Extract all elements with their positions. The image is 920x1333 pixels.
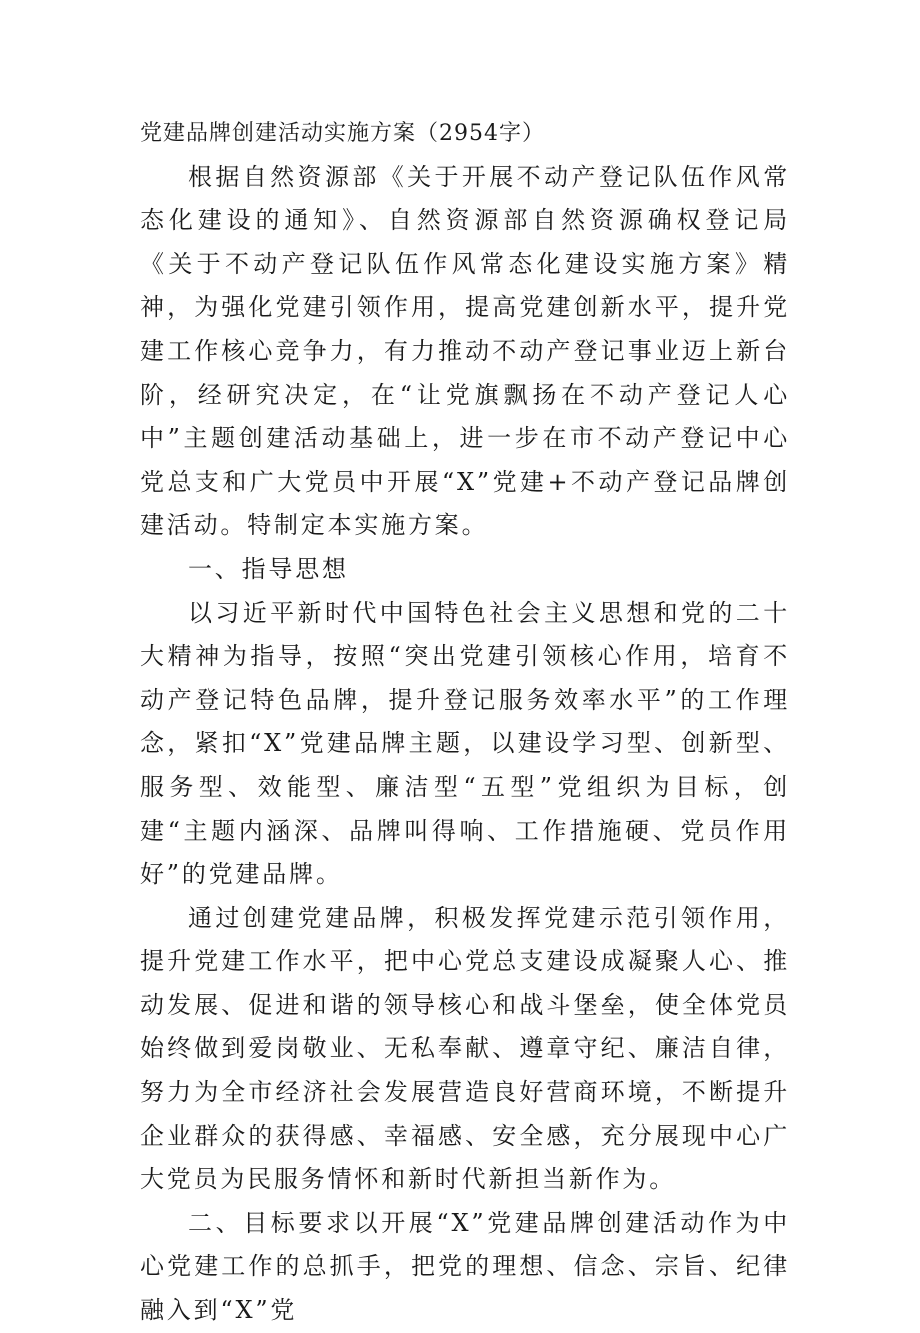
- document-body: [140, 112, 790, 1333]
- paragraph-brand-purpose: 通过创建党建品牌，积极发挥党建示范引领作用，提升党建工作水平，把中心党总支建设成凝聚人心、推动发展、促进和谐的领导核心和战斗堡垒，使全体党员始终做到爱岗敬业、无私奉献、遵章守纪、廉洁自律，努力为全市经济社会发展营造良好营商环境，不断提升企业群众的获得感、幸福感、安全感，充分展现中心广大党员为民服务情怀和新时代新担当新作为。: [140, 903, 790, 1194]
- paragraph-guiding-thought: 以习近平新时代中国特色社会主义思想和党的二十大精神为指导，按照“突出党建引领核心作用，培育不动产登记特色品牌，提升登记服务效率水平”的工作理念，紧扣“X”党建品牌主题，以建设学习型、创新型、服务型、效能型、廉洁型“五型”党组织为目标，创建“主题内涵深、品牌叫得响、工作措施硬、党员作用好”的党建品牌。: [140, 598, 790, 889]
- document-title: 党建品牌创建活动实施方案（2954字）: [140, 121, 545, 146]
- section-heading-guiding-thought: 一、指导思想: [188, 554, 349, 583]
- paragraph-intro: 根据自然资源部《关于开展不动产登记队伍作风常态化建设的通知》、自然资源部自然资源确权登记局《关于不动产登记队伍作风常态化建设实施方案》精神，为强化党建引领作用，提高党建创新水平，提升党建工作核心竞争力，有力推动不动产登记事业迈上新台阶，经研究决定，在“让党旗飘扬在不动产登记人心中”主题创建活动基础上，进一步在市不动产登记中心党总支和广大党员中开展“X”党建+不动产登记品牌创建活动。特制定本实施方案。: [140, 162, 790, 540]
- paragraph-goals: 二、目标要求以开展“X”党建品牌创建活动作为中心党建工作的总抓手，把党的理想、信念、宗旨、纪律融入到“X”党: [140, 1208, 790, 1325]
